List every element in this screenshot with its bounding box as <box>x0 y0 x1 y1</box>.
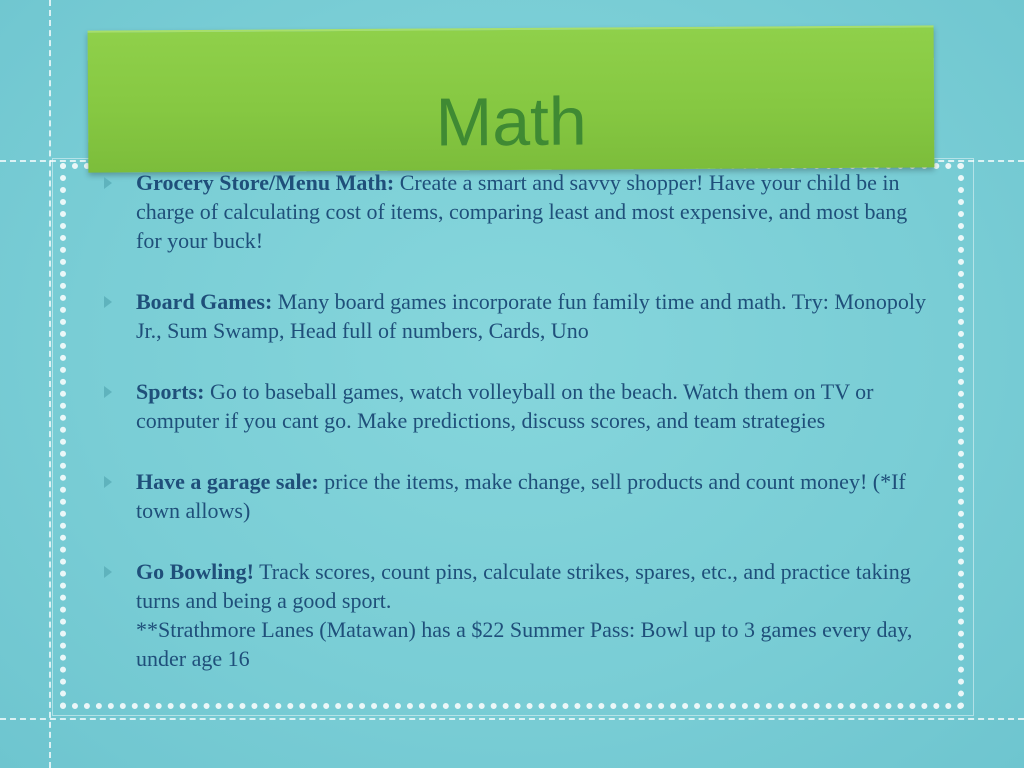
bullet-title: Sports: <box>136 379 205 404</box>
bullet-title: Board Games: <box>136 289 273 314</box>
bullet-note: **Strathmore Lanes (Matawan) has a $22 Summer Pass: Bowl up to 3 games every day, under age 16 <box>136 617 913 671</box>
bullet-bowling <box>100 557 930 673</box>
bullet-title: Grocery Store/Menu Math: <box>136 170 395 195</box>
bullet-board-games <box>100 287 930 345</box>
bullet-title: Have a garage sale: <box>136 469 319 494</box>
bullet-garage-sale <box>100 467 930 525</box>
bullet-arrow-icon <box>104 177 112 189</box>
stitch-line-bottom <box>0 718 1024 720</box>
title-banner <box>88 25 935 172</box>
bullet-text: Track scores, count pins, calculate strikes, spares, etc., and practice taking turns and being a good sport. <box>136 559 911 613</box>
bullet-arrow-icon <box>104 476 112 488</box>
bullet-arrow-icon <box>104 386 112 398</box>
bullet-grocery <box>100 168 930 255</box>
slide-title: Math <box>435 83 587 161</box>
bullet-text: Many board games incorporate fun family time and math. Try: Monopoly Jr., Sum Swamp, Head full of numbers, Cards, Uno <box>136 289 927 343</box>
bullet-text: Create a smart and savvy shopper! Have your child be in charge of calculating cost of items, comparing least and most expensive, and most bang for your buck! <box>136 170 908 253</box>
bullet-list <box>100 168 930 705</box>
bullet-arrow-icon <box>104 296 112 308</box>
stitch-line-left <box>49 0 51 768</box>
bullet-arrow-icon <box>104 566 112 578</box>
bullet-text: price the items, make change, sell products and count money! (*If town allows) <box>136 469 906 523</box>
bullet-sports <box>100 377 930 435</box>
bullet-text: Go to baseball games, watch volleyball on the beach. Watch them on TV or computer if you cant go. Make predictions, discuss scores, and team strategies <box>136 379 874 433</box>
bullet-title: Go Bowling! <box>136 559 254 584</box>
